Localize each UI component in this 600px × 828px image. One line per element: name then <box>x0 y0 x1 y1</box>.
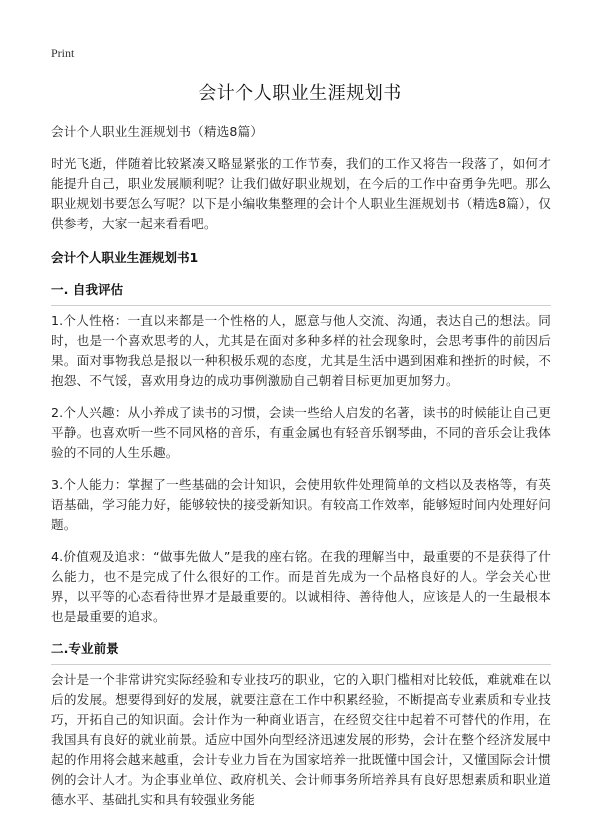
paragraph-abilities: 3.个人能力：掌握了一些基础的会计知识，会使用软件处理简单的文档以及表格等，有英语基础，学习能力好，能够较快的接受新知识。有较高工作效率，能够短时间内处理好问题。 <box>51 477 551 532</box>
article-subtitle: 会计个人职业生涯规划书（精选8篇） <box>51 124 264 139</box>
article-heading: 会计个人职业生涯规划书1 <box>51 250 199 265</box>
intro-paragraph: 时光飞逝，伴随着比较紧凑又略显紧张的工作节奏，我们的工作又将告一段落了，如何才能提升自己，职业发展顺利呢？让我们做好职业规划，在今后的工作中奋勇争先吧。那么职业规划书要怎么写呢？以下是小编收集整理的会计个人职业生涯规划书（精选8篇），仅供参考，大家一起来看看吧。 <box>51 156 551 231</box>
paragraph-career-prospects: 会计是一个非常讲究实际经验和专业技巧的职业，它的入职门槛相对比较低，难就难在以后的发展。想要得到好的发展，就要注意在工作中积累经验，不断提高专业素质和专业技巧，开拓自己的知识面。会计作为一种商业语言，在经贸交往中起着不可替代的作用，在我国具有良好的就业前景。适应中国外向型经济迅速发展的形势，会计在整个经济发展中起的作用将会越来越重，会计专业力旨在为国家培养一批既懂中国会计，又懂国际会计惯例的会计人才。为企事业单位、政府机关、会计师事务所培养具有良好思想素质和职业道德水平、基础扎实和具有较强业务能 <box>51 672 551 807</box>
paragraph-values: 4.价值观及追求：“做事先做人”是我的座右铭。在我的理解当中，最重要的不是获得了什么能力，也不是完成了什么很好的工作。而是首先成为一个品格良好的人。学会关心世界，以平等的心态看待世界才是最重要的。以诚相待、善待他人，应该是人的一生最根本也是最重要的追求。 <box>51 549 551 624</box>
print-link[interactable]: Print <box>51 46 75 60</box>
paragraph-interests: 2.个人兴趣：从小养成了读书的习惯，会读一些给人启发的名著，读书的时候能让自己更平静。也喜欢听一些不同风格的音乐，有重金属也有轻音乐钢琴曲，不同的音乐会让我体验的不同的人生乐趣。 <box>51 405 551 460</box>
paragraph-personality: 1.个人性格：一直以来都是一个性格的人，愿意与他人交流、沟通，表达自己的想法。同时，也是一个喜欢思考的人，尤其是在面对多种多样的社会现象时，会思考事件的前因后果。面对事物我总是报以一种积极乐观的态度，尤其是生活中遇到困难和挫折的时候，不抱怨、不气馁，喜欢用身边的成功事例激励自己朝着目标更加更加努力。 <box>51 313 551 388</box>
page-title: 会计个人职业生涯规划书 <box>198 83 402 104</box>
section-heading-self-assessment: 一. 自我评估 <box>51 282 124 297</box>
section-heading-career-prospects: 二.专业前景 <box>51 641 119 656</box>
article-body <box>51 122 551 810</box>
